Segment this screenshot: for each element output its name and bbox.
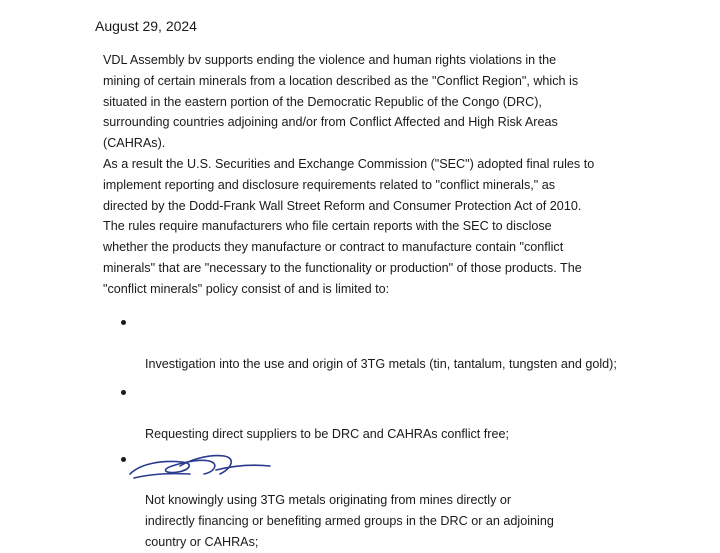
list-item <box>103 382 683 444</box>
policy-bullet-list <box>103 312 683 553</box>
bullet-text-not-knowingly: Not knowingly using 3TG metals originating from mines directly or indirectly financing or benefiting armed groups in the DRC or an adjoining country or CAHRAs; <box>145 493 554 549</box>
paragraph-intro: VDL Assembly bv supports ending the violence and human rights violations in the mining of certain minerals from a location described as the "Conflict Region", which is situated in the eastern portion of the Democratic Republic of the Congo (DRC), surrounding countries adjoining and/or from Conflict Affected and High Risk Areas (CAHRAs). <box>103 53 579 151</box>
paragraph-sec-rules: As a result the U.S. Securities and Exchange Commission ("SEC") adopted final rules to implement reporting and disclosure requirements related to "conflict minerals," as directed by the Dodd-Frank Wall Street Reform and Consumer Protection Act of 2010. The rules require manufacturers who file certain reports with the SEC to disclose whether the products they manufacture or contract to manufacture contain "conflict minerals" that are "necessary to the functionality or production" of those products. The "conflict minerals" policy consist of and is limited to: <box>103 156 595 296</box>
bullet-icon <box>121 390 126 395</box>
letter-body <box>103 50 663 300</box>
list-item <box>103 312 683 374</box>
letter-date: August 29, 2024 <box>95 18 197 34</box>
bullet-text-suppliers: Requesting direct suppliers to be DRC and CAHRAs conflict free; <box>145 426 509 441</box>
signature-icon <box>120 440 280 480</box>
bullet-icon <box>121 320 126 325</box>
bullet-text-investigation: Investigation into the use and origin of 3TG metals (tin, tantalum, tungsten and gold); <box>145 356 617 371</box>
